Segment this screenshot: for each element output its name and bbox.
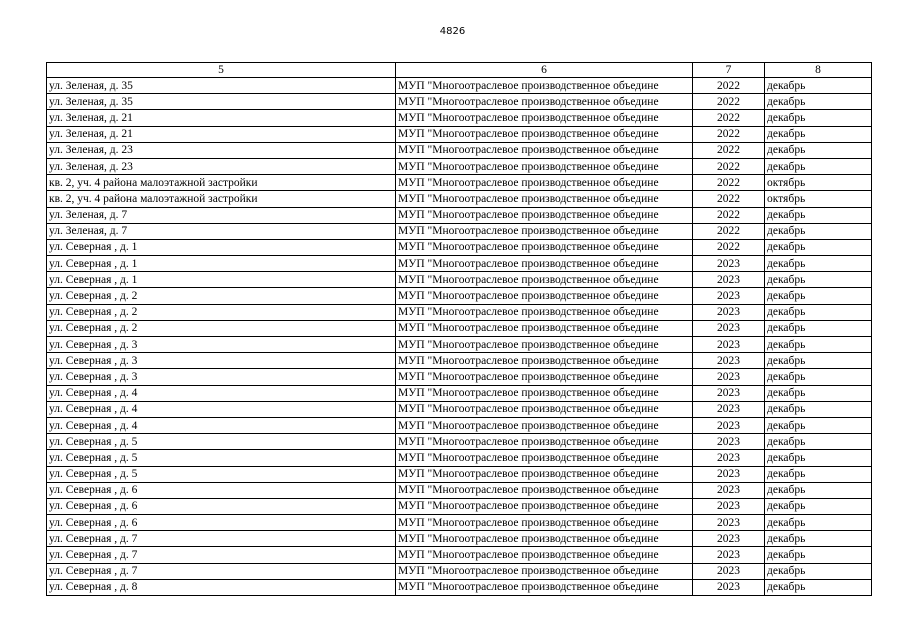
address-cell: ул. Северная , д. 2 (47, 304, 396, 320)
organization-cell: МУП "Многоотраслевое производственное объедине (396, 223, 693, 239)
month-cell: декабрь (765, 78, 872, 94)
organization-cell: МУП "Многоотраслевое производственное объедине (396, 547, 693, 563)
month-cell: декабрь (765, 466, 872, 482)
table-row (47, 531, 872, 547)
address-cell: ул. Северная , д. 4 (47, 401, 396, 417)
table-row (47, 110, 872, 126)
address-cell: ул. Северная , д. 5 (47, 450, 396, 466)
table-row (47, 142, 872, 158)
table-row (47, 158, 872, 174)
year-cell: 2022 (693, 239, 765, 255)
address-cell: ул. Зеленая, д. 35 (47, 94, 396, 110)
year-cell: 2023 (693, 434, 765, 450)
table-row (47, 579, 872, 595)
month-cell: декабрь (765, 288, 872, 304)
organization-cell: МУП "Многоотраслевое производственное объедине (396, 320, 693, 336)
table-row (47, 288, 872, 304)
year-cell: 2022 (693, 110, 765, 126)
organization-cell: МУП "Многоотраслевое производственное объедине (396, 256, 693, 272)
month-cell: декабрь (765, 450, 872, 466)
address-cell: ул. Северная , д. 3 (47, 353, 396, 369)
table-row (47, 369, 872, 385)
year-cell: 2023 (693, 498, 765, 514)
address-cell: ул. Северная , д. 1 (47, 256, 396, 272)
table-row (47, 256, 872, 272)
table-row (47, 482, 872, 498)
year-cell: 2023 (693, 531, 765, 547)
year-cell: 2023 (693, 304, 765, 320)
table-row (47, 353, 872, 369)
month-cell: декабрь (765, 304, 872, 320)
year-cell: 2023 (693, 579, 765, 595)
address-cell: ул. Северная , д. 2 (47, 320, 396, 336)
address-cell: ул. Северная , д. 6 (47, 498, 396, 514)
organization-cell: МУП "Многоотраслевое производственное объедине (396, 482, 693, 498)
address-cell: ул. Зеленая, д. 21 (47, 126, 396, 142)
table-row (47, 337, 872, 353)
year-cell: 2023 (693, 401, 765, 417)
month-cell: декабрь (765, 320, 872, 336)
address-cell: ул. Северная , д. 7 (47, 563, 396, 579)
table-header-row (47, 63, 872, 78)
table-row (47, 498, 872, 514)
month-cell: декабрь (765, 531, 872, 547)
month-cell: декабрь (765, 158, 872, 174)
year-cell: 2022 (693, 126, 765, 142)
column-header-6: 6 (396, 63, 693, 78)
organization-cell: МУП "Многоотраслевое производственное объедине (396, 369, 693, 385)
month-cell: декабрь (765, 482, 872, 498)
year-cell: 2023 (693, 337, 765, 353)
year-cell: 2022 (693, 207, 765, 223)
organization-cell: МУП "Многоотраслевое производственное объедине (396, 207, 693, 223)
organization-cell: МУП "Многоотраслевое производственное объедине (396, 110, 693, 126)
address-cell: ул. Северная , д. 7 (47, 547, 396, 563)
year-cell: 2023 (693, 320, 765, 336)
table-row (47, 78, 872, 94)
address-cell: ул. Северная , д. 4 (47, 417, 396, 433)
year-cell: 2022 (693, 191, 765, 207)
address-cell: ул. Северная , д. 5 (47, 466, 396, 482)
year-cell: 2023 (693, 547, 765, 563)
address-cell: ул. Зеленая, д. 23 (47, 158, 396, 174)
data-table (46, 62, 872, 596)
organization-cell: МУП "Многоотраслевое производственное объедине (396, 450, 693, 466)
address-cell: ул. Зеленая, д. 21 (47, 110, 396, 126)
month-cell: декабрь (765, 563, 872, 579)
month-cell: декабрь (765, 547, 872, 563)
year-cell: 2022 (693, 158, 765, 174)
table-row (47, 401, 872, 417)
table-row (47, 434, 872, 450)
month-cell: октябрь (765, 175, 872, 191)
address-cell: ул. Северная , д. 3 (47, 369, 396, 385)
organization-cell: МУП "Многоотраслевое производственное объедине (396, 337, 693, 353)
year-cell: 2023 (693, 450, 765, 466)
month-cell: декабрь (765, 256, 872, 272)
address-cell: ул. Северная , д. 6 (47, 515, 396, 531)
organization-cell: МУП "Многоотраслевое производственное объедине (396, 78, 693, 94)
table-row (47, 207, 872, 223)
table-row (47, 94, 872, 110)
month-cell: декабрь (765, 142, 872, 158)
organization-cell: МУП "Многоотраслевое производственное объедине (396, 515, 693, 531)
year-cell: 2023 (693, 563, 765, 579)
month-cell: декабрь (765, 207, 872, 223)
organization-cell: МУП "Многоотраслевое производственное объедине (396, 563, 693, 579)
table-row (47, 175, 872, 191)
year-cell: 2023 (693, 515, 765, 531)
table-row (47, 272, 872, 288)
column-header-5: 5 (47, 63, 396, 78)
address-cell: ул. Северная , д. 3 (47, 337, 396, 353)
month-cell: декабрь (765, 385, 872, 401)
table-row (47, 385, 872, 401)
table-row (47, 417, 872, 433)
table-body (47, 78, 872, 596)
page-number: 4826 (439, 26, 466, 37)
address-cell: ул. Зеленая, д. 23 (47, 142, 396, 158)
year-cell: 2023 (693, 466, 765, 482)
column-header-8: 8 (765, 63, 872, 78)
table-row (47, 547, 872, 563)
table-row (47, 191, 872, 207)
year-cell: 2023 (693, 482, 765, 498)
organization-cell: МУП "Многоотраслевое производственное объедине (396, 498, 693, 514)
organization-cell: МУП "Многоотраслевое производственное объедине (396, 401, 693, 417)
address-cell: ул. Северная , д. 1 (47, 239, 396, 255)
address-cell: кв. 2, уч. 4 района малоэтажной застройки (47, 175, 396, 191)
organization-cell: МУП "Многоотраслевое производственное объедине (396, 94, 693, 110)
organization-cell: МУП "Многоотраслевое производственное объедине (396, 288, 693, 304)
year-cell: 2023 (693, 256, 765, 272)
year-cell: 2023 (693, 288, 765, 304)
month-cell: декабрь (765, 515, 872, 531)
year-cell: 2022 (693, 223, 765, 239)
organization-cell: МУП "Многоотраслевое производственное объедине (396, 466, 693, 482)
month-cell: декабрь (765, 239, 872, 255)
address-cell: кв. 2, уч. 4 района малоэтажной застройки (47, 191, 396, 207)
table-row (47, 126, 872, 142)
month-cell: декабрь (765, 337, 872, 353)
month-cell: декабрь (765, 369, 872, 385)
address-cell: ул. Северная , д. 1 (47, 272, 396, 288)
organization-cell: МУП "Многоотраслевое производственное объедине (396, 126, 693, 142)
month-cell: декабрь (765, 94, 872, 110)
year-cell: 2023 (693, 417, 765, 433)
address-cell: ул. Северная , д. 8 (47, 579, 396, 595)
year-cell: 2022 (693, 94, 765, 110)
table-row (47, 515, 872, 531)
organization-cell: МУП "Многоотраслевое производственное объедине (396, 239, 693, 255)
organization-cell: МУП "Многоотраслевое производственное объедине (396, 417, 693, 433)
month-cell: декабрь (765, 272, 872, 288)
month-cell: декабрь (765, 417, 872, 433)
year-cell: 2022 (693, 175, 765, 191)
year-cell: 2022 (693, 78, 765, 94)
month-cell: декабрь (765, 110, 872, 126)
month-cell: декабрь (765, 223, 872, 239)
table-row (47, 320, 872, 336)
organization-cell: МУП "Многоотраслевое производственное объедине (396, 304, 693, 320)
organization-cell: МУП "Многоотраслевое производственное объедине (396, 272, 693, 288)
organization-cell: МУП "Многоотраслевое производственное объедине (396, 531, 693, 547)
column-header-7: 7 (693, 63, 765, 78)
table-row (47, 450, 872, 466)
year-cell: 2022 (693, 142, 765, 158)
address-cell: ул. Северная , д. 5 (47, 434, 396, 450)
organization-cell: МУП "Многоотраслевое производственное объедине (396, 579, 693, 595)
month-cell: декабрь (765, 353, 872, 369)
organization-cell: МУП "Многоотраслевое производственное объедине (396, 434, 693, 450)
month-cell: декабрь (765, 579, 872, 595)
address-cell: ул. Зеленая, д. 7 (47, 207, 396, 223)
organization-cell: МУП "Многоотраслевое производственное объедине (396, 142, 693, 158)
month-cell: декабрь (765, 126, 872, 142)
organization-cell: МУП "Многоотраслевое производственное объедине (396, 353, 693, 369)
address-cell: ул. Северная , д. 2 (47, 288, 396, 304)
organization-cell: МУП "Многоотраслевое производственное объедине (396, 385, 693, 401)
table-row (47, 223, 872, 239)
organization-cell: МУП "Многоотраслевое производственное объедине (396, 158, 693, 174)
address-cell: ул. Северная , д. 4 (47, 385, 396, 401)
year-cell: 2023 (693, 369, 765, 385)
table-row (47, 563, 872, 579)
month-cell: декабрь (765, 401, 872, 417)
address-cell: ул. Северная , д. 7 (47, 531, 396, 547)
year-cell: 2023 (693, 353, 765, 369)
table-row (47, 304, 872, 320)
address-cell: ул. Зеленая, д. 35 (47, 78, 396, 94)
year-cell: 2023 (693, 385, 765, 401)
month-cell: октябрь (765, 191, 872, 207)
table-row (47, 239, 872, 255)
organization-cell: МУП "Многоотраслевое производственное объедине (396, 175, 693, 191)
month-cell: декабрь (765, 434, 872, 450)
month-cell: декабрь (765, 498, 872, 514)
address-cell: ул. Зеленая, д. 7 (47, 223, 396, 239)
organization-cell: МУП "Многоотраслевое производственное объедине (396, 191, 693, 207)
table-row (47, 466, 872, 482)
address-cell: ул. Северная , д. 6 (47, 482, 396, 498)
year-cell: 2023 (693, 272, 765, 288)
